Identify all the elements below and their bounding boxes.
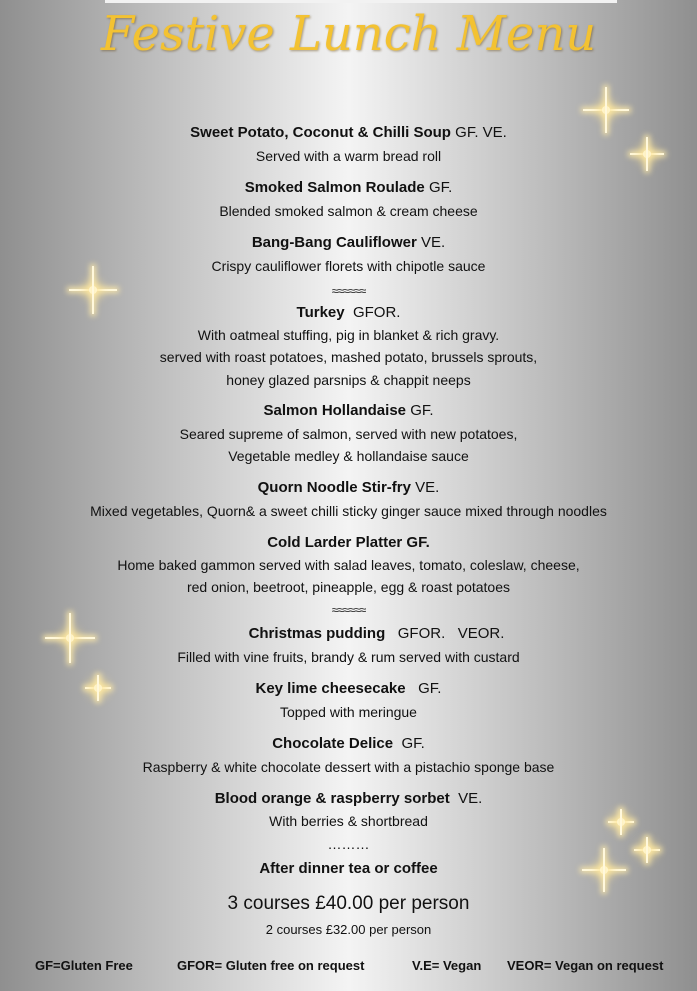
dish-description: Vegetable medley & hollandaise sauce	[228, 448, 469, 464]
dish-description: served with roast potatoes, mashed potato, brussels sprouts,	[159, 349, 538, 365]
dish-description: Raspberry & white chocolate dessert with a pistachio sponge base	[142, 759, 555, 775]
dish-name: Christmas pudding GFOR. VEOR.	[248, 625, 505, 642]
dish-description: With berries & shortbread	[269, 813, 428, 829]
dish-name: Cold Larder Platter GF.	[267, 534, 430, 551]
menu-title: Festive Lunch Menu	[100, 6, 597, 62]
dish-description: Mixed vegetables, Quorn& a sweet chilli sticky ginger sauce mixed through noodles	[90, 503, 607, 519]
legend-gfor: GFOR= Gluten free on request	[177, 958, 365, 973]
dish-name: Bang-Bang Cauliflower VE.	[251, 234, 446, 251]
dish-name: Turkey GFOR.	[296, 304, 401, 321]
top-strip	[105, 0, 617, 3]
price-two-courses: 2 courses £32.00 per person	[265, 922, 432, 937]
dish-description: honey glazed parsnips & chappit neeps	[226, 372, 471, 388]
dish-description: With oatmeal stuffing, pig in blanket & rich gravy.	[197, 327, 500, 343]
dish-description: Filled with vine fruits, brandy & rum served with custard	[177, 649, 520, 665]
dish-name: Key lime cheesecake GF.	[255, 680, 442, 697]
dish-description: Served with a warm bread roll	[255, 148, 442, 164]
dots-divider: ………	[327, 836, 370, 852]
course-divider: ≈≈≈≈≈≈	[331, 603, 366, 617]
dish-description: Topped with meringue	[280, 704, 417, 720]
dish-name: Quorn Noodle Stir-fry VE.	[257, 479, 440, 496]
after-dinner: After dinner tea or coffee	[259, 860, 438, 877]
dish-description: Home baked gammon served with salad leaves, tomato, coleslaw, cheese,	[117, 557, 580, 573]
course-divider: ≈≈≈≈≈≈	[331, 284, 366, 298]
dish-description: Seared supreme of salmon, served with new potatoes,	[179, 426, 518, 442]
dish-name: Smoked Salmon Roulade GF.	[244, 179, 453, 196]
legend-gf: GF=Gluten Free	[35, 958, 133, 973]
dish-name: Chocolate Delice GF.	[272, 735, 425, 752]
dish-name: Sweet Potato, Coconut & Chilli Soup GF. VE.	[190, 124, 507, 141]
legend-ve: V.E= Vegan	[412, 958, 482, 973]
dish-description: red onion, beetroot, pineapple, egg & roast potatoes	[186, 579, 510, 595]
dish-description: Crispy cauliflower florets with chipotle sauce	[211, 258, 486, 274]
dish-description: Blended smoked salmon & cream cheese	[219, 203, 478, 219]
dish-name: Salmon Hollandaise GF.	[263, 402, 434, 419]
dish-name: Blood orange & raspberry sorbet VE.	[214, 790, 483, 807]
price-three-courses: 3 courses £40.00 per person	[227, 893, 470, 914]
legend-veor: VEOR= Vegan on request	[507, 958, 664, 973]
